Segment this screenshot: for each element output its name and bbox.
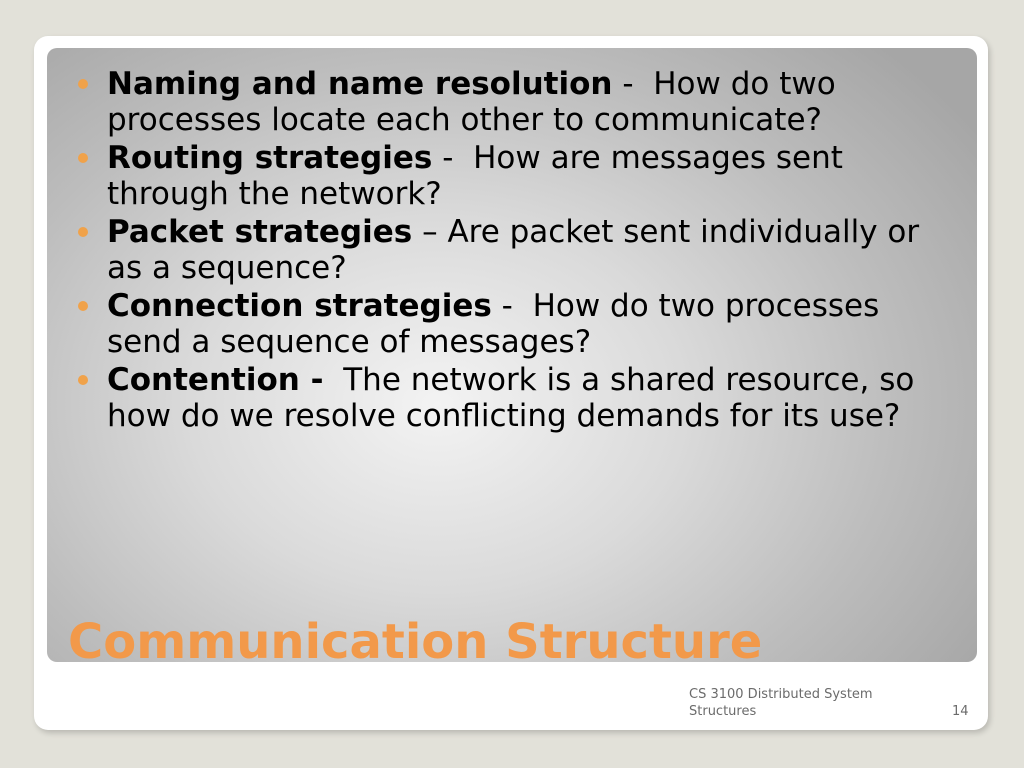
bullet-text: The network is a shared resource, so how do we resolve conflicting demands for its use? bbox=[107, 362, 915, 434]
bullet-separator: – bbox=[412, 214, 448, 250]
bullet-item bbox=[107, 362, 927, 434]
bullet-text: How do two processes send a sequence of messages? bbox=[107, 288, 880, 360]
bullet-term: Connection strategies bbox=[107, 288, 492, 324]
bullet-term: Naming and name resolution bbox=[107, 66, 613, 102]
bullet-term: Contention - bbox=[107, 362, 324, 398]
bullet-term: Packet strategies bbox=[107, 214, 413, 250]
bullet-text: How are messages sent through the network? bbox=[107, 140, 843, 212]
bullet-item bbox=[107, 214, 927, 286]
bullet-dot-icon bbox=[78, 301, 88, 311]
content-panel bbox=[47, 48, 977, 662]
bullet-item bbox=[107, 66, 927, 138]
bullet-dot-icon bbox=[78, 79, 88, 89]
bullet-item bbox=[107, 140, 927, 212]
bullet-separator: - bbox=[491, 288, 533, 324]
bullet-separator bbox=[324, 362, 344, 398]
bullet-text: How do two processes locate each other to communicate? bbox=[107, 66, 836, 138]
bullet-dot-icon bbox=[78, 375, 88, 385]
bullet-separator: - bbox=[432, 140, 474, 176]
bullet-text: Are packet sent individually or as a sequence? bbox=[107, 214, 920, 286]
bullet-separator: - bbox=[612, 66, 654, 102]
bullet-list bbox=[107, 66, 927, 436]
bullet-dot-icon bbox=[78, 227, 88, 237]
bullet-term: Routing strategies bbox=[107, 140, 433, 176]
bullet-item bbox=[107, 288, 927, 360]
slide-number: 14 bbox=[952, 704, 969, 719]
bullet-dot-icon bbox=[78, 153, 88, 163]
slide-title: Communication Structure bbox=[68, 614, 763, 670]
footer-course-label: CS 3100 Distributed System Structures bbox=[689, 687, 873, 719]
